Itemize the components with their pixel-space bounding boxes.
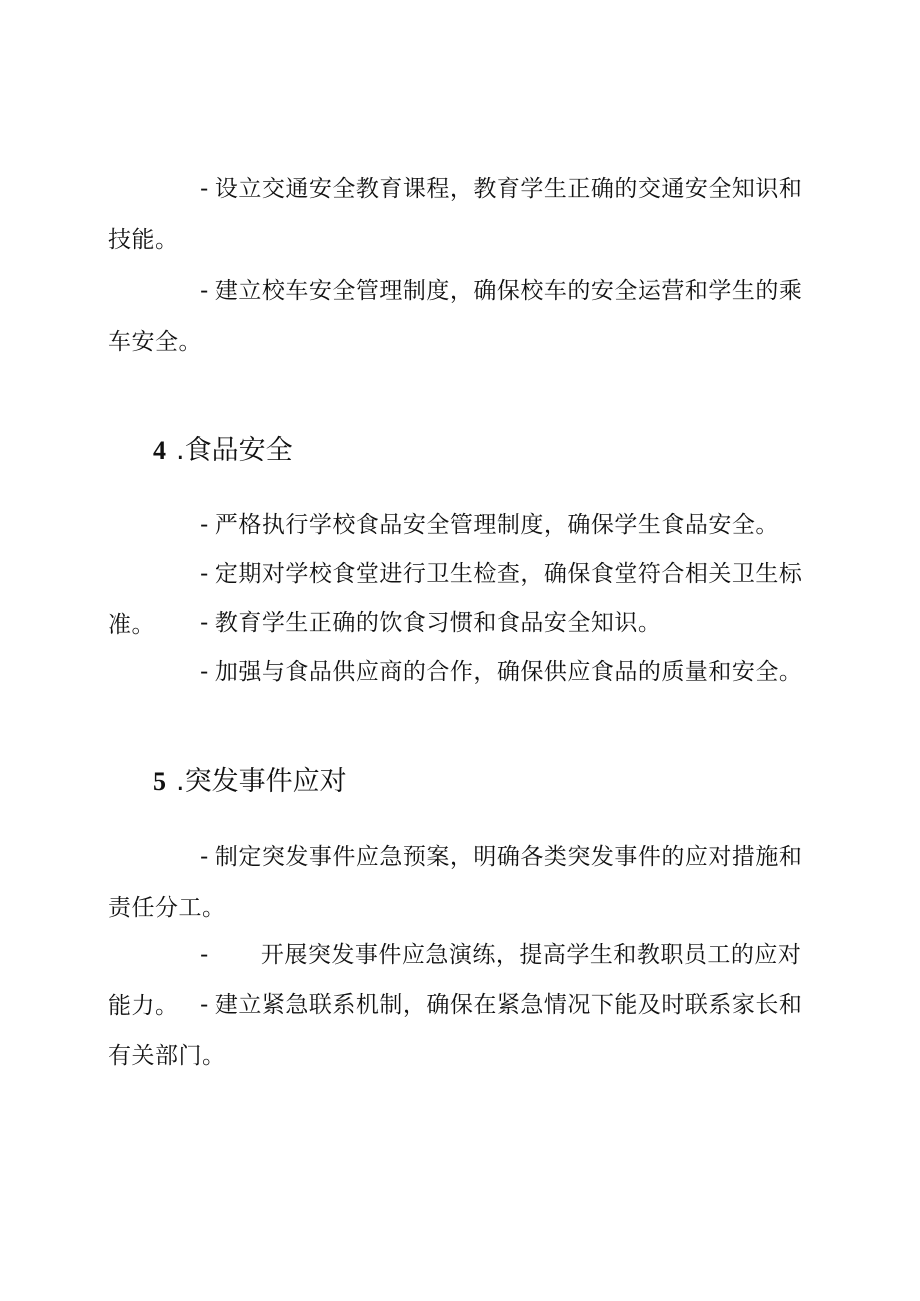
- list-item-text: 定期对学校食堂进行卫生检查，确保食堂符合相关卫生标准。: [108, 561, 803, 638]
- list-item: [108, 500, 808, 551]
- section-number: 4: [153, 436, 166, 465]
- list-item-text: 建立校车安全管理制度，确保校车的安全运营和学生的乘车安全。: [108, 278, 803, 355]
- bullet-dash: -: [200, 844, 209, 870]
- list-item: [108, 980, 808, 1082]
- bullet-dash: -: [200, 659, 209, 685]
- bullet-dash: -: [200, 610, 209, 636]
- section-heading-emergency-response: [153, 765, 347, 799]
- list-item-text: 严格执行学校食品安全管理制度，确保学生食品安全。: [214, 512, 779, 538]
- list-item-text: 教育学生正确的饮食习惯和食品安全知识。: [214, 610, 662, 636]
- section-title: .突发事件应对: [176, 766, 347, 797]
- bullet-dash: -: [200, 992, 209, 1018]
- section-number: 5: [153, 767, 166, 796]
- list-item: [108, 266, 808, 368]
- list-item: [108, 647, 808, 698]
- bullet-dash: -: [200, 512, 209, 538]
- list-item-text: 建立紧急联系机制，确保在紧急情况下能及时联系家长和有关部门。: [108, 992, 803, 1069]
- list-item: [108, 164, 808, 266]
- list-item-text: 制定突发事件应急预案，明确各类突发事件的应对措施和责任分工。: [108, 844, 803, 921]
- bullet-dash: -: [200, 942, 209, 968]
- list-item: [108, 598, 808, 649]
- list-item: [108, 832, 808, 934]
- section-heading-food-safety: [153, 434, 293, 468]
- list-item-text: 设立交通安全教育课程，教育学生正确的交通安全知识和技能。: [108, 176, 803, 253]
- bullet-dash: -: [200, 176, 209, 202]
- bullet-dash: -: [200, 561, 209, 587]
- list-item-text: 加强与食品供应商的合作，确保供应食品的质量和安全。: [214, 659, 803, 685]
- section-title: .食品安全: [176, 435, 293, 466]
- list-item-text: 开展突发事件应急演练，提高学生和教职员工的应对能力。: [108, 942, 802, 1019]
- bullet-dash: -: [200, 278, 209, 304]
